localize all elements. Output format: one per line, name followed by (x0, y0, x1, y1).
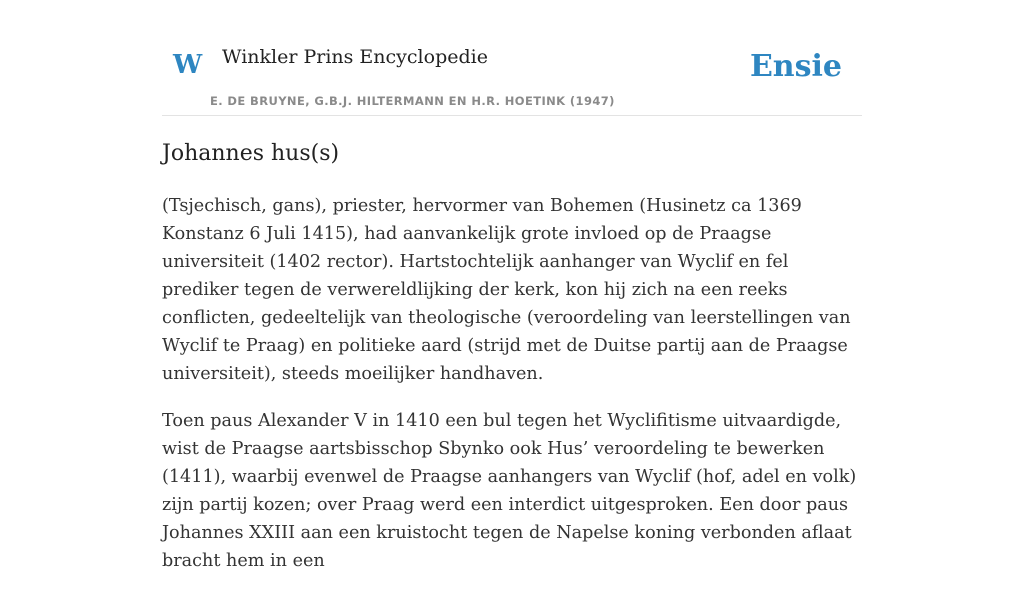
article-paragraph: (Tsjechisch, gans), priester, hervormer van Bohemen (Husinetz ca 1369 Konstanz 6 Juli 1415), had aanvankelijk grote invloed op de Praagse universiteit (1402 rector). Hartstochtelijk aanhanger van Wyclif en fel prediker tegen de verwereldlijking der kerk, kon hij zich na een reeks conflicten, gedeeltelijk van theologische (veroordeling van leerstellingen van Wyclif te Praag) en politieke aard (strijd met de Duitse partij aan de Praagse universiteit), steeds moeilijker handhaven. (162, 196, 851, 384)
article-body (162, 192, 862, 594)
article-paragraph: Toen paus Alexander V in 1410 een bul tegen het Wyclifitisme uitvaardigde, wist de Praagse aartsbisschop Sbynko ook Hus’ veroordeling te bewerken (1411), waarbij evenwel de Praagse aanhangers van Wyclif (hof, adel en volk) zijn partij kozen; over Praag werd een interdict uitgesproken. Een door paus Johannes XXIII aan een kruistocht tegen de Napelse koning verbonden aflaat bracht hem in een (162, 411, 857, 571)
page (162, 0, 862, 571)
ensie-logo-link[interactable]: Ensie (749, 49, 842, 84)
source-title[interactable]: Winkler Prins Encyclopedie (222, 46, 488, 68)
article-title: Johannes hus(s) (162, 141, 340, 166)
source-authors: E. DE BRUYNE, G.B.J. HILTERMANN EN H.R. HOETINK (1947) (210, 94, 615, 108)
winkler-prins-logo: W (173, 50, 203, 80)
source-header (162, 0, 862, 116)
